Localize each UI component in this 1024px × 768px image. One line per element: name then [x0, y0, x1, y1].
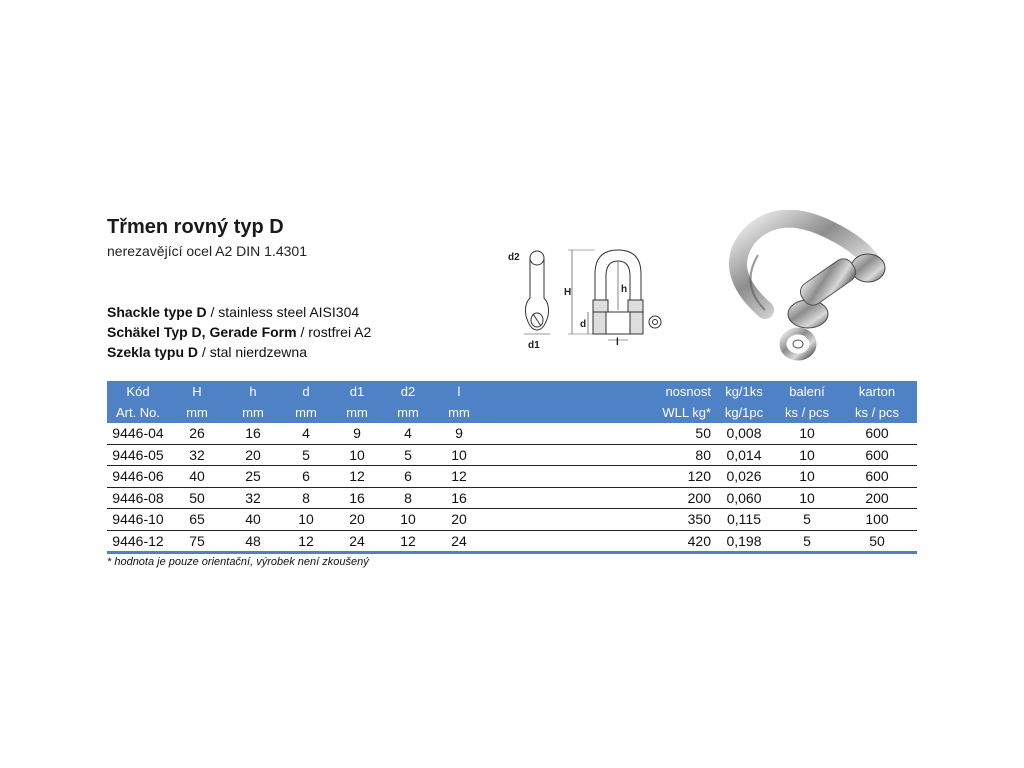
col-unit: mm: [225, 402, 281, 423]
col-header: Kód: [107, 381, 169, 402]
table-cell: 10: [281, 509, 331, 531]
table-cell: 200: [641, 487, 711, 509]
table-cell: 0,198: [711, 530, 777, 553]
table-cell: 5: [777, 509, 837, 531]
col-header: d2: [383, 381, 433, 402]
label-l: l: [616, 337, 619, 348]
table-cell: [485, 509, 641, 531]
table-cell: 80: [641, 444, 711, 466]
table-cell: 65: [169, 509, 225, 531]
table-cell: 5: [777, 530, 837, 553]
table-cell: 9446-06: [107, 466, 169, 488]
col-header: d: [281, 381, 331, 402]
table-cell: 9446-05: [107, 444, 169, 466]
table-cell: 9446-08: [107, 487, 169, 509]
table-cell: 10: [777, 466, 837, 488]
table-row: [107, 487, 917, 509]
col-header: nosnost: [641, 381, 711, 402]
table-cell: 10: [777, 444, 837, 466]
table-cell: 50: [837, 530, 917, 553]
table-cell: 48: [225, 530, 281, 553]
table-cell: 50: [169, 487, 225, 509]
label-h: h: [621, 284, 628, 295]
col-unit: ks / pcs: [837, 402, 917, 423]
table-row: [107, 444, 917, 466]
table-cell: 12: [383, 530, 433, 553]
table-cell: 350: [641, 509, 711, 531]
name-en: Shackle type D / stainless steel AISI304: [107, 304, 360, 320]
product-names: [107, 302, 371, 362]
col-unit: [485, 402, 641, 423]
table-cell: 0,026: [711, 466, 777, 488]
table-cell: 25: [225, 466, 281, 488]
col-unit: ks / pcs: [777, 402, 837, 423]
table-cell: 26: [169, 423, 225, 444]
table-cell: 100: [837, 509, 917, 531]
table-cell: 0,014: [711, 444, 777, 466]
label-H: H: [564, 287, 572, 298]
table-cell: 600: [837, 444, 917, 466]
header-units-row: [107, 402, 917, 423]
table-row: [107, 466, 917, 488]
table-cell: 5: [281, 444, 331, 466]
spec-table: [107, 381, 917, 554]
table-cell: 120: [641, 466, 711, 488]
page-title: Třmen rovný typ D: [107, 216, 284, 238]
table-cell: 0,060: [711, 487, 777, 509]
table-cell: 12: [331, 466, 383, 488]
table-cell: 16: [225, 423, 281, 444]
col-header: l: [433, 381, 485, 402]
table-cell: 12: [281, 530, 331, 553]
table-cell: 10: [433, 444, 485, 466]
col-header: balení: [777, 381, 837, 402]
table-cell: 200: [837, 487, 917, 509]
label-d2: d2: [508, 252, 520, 263]
col-unit: Art. No.: [107, 402, 169, 423]
table-row: [107, 509, 917, 531]
table-cell: 420: [641, 530, 711, 553]
col-header: h: [225, 381, 281, 402]
table-cell: 9: [331, 423, 383, 444]
table-cell: 4: [383, 423, 433, 444]
col-unit: mm: [331, 402, 383, 423]
table-cell: 9446-10: [107, 509, 169, 531]
table-cell: 24: [331, 530, 383, 553]
table-cell: 16: [433, 487, 485, 509]
table-row: [107, 423, 917, 444]
shackle-diagram: [500, 242, 680, 362]
table-cell: [485, 530, 641, 553]
table-cell: 20: [331, 509, 383, 531]
table-cell: 600: [837, 466, 917, 488]
table-cell: [485, 423, 641, 444]
table-cell: 16: [331, 487, 383, 509]
table-cell: [485, 487, 641, 509]
table-row: [107, 530, 917, 553]
name-de: Schäkel Typ D, Gerade Form / rostfrei A2: [107, 324, 372, 340]
table-cell: 8: [281, 487, 331, 509]
table-cell: [485, 444, 641, 466]
table-cell: 20: [225, 444, 281, 466]
table-cell: 10: [777, 423, 837, 444]
name-pl: Szekla typu D / stal nierdzewna: [107, 344, 307, 360]
table-cell: 32: [169, 444, 225, 466]
shackle-photo: [710, 210, 895, 370]
col-unit: kg/1pc: [711, 402, 777, 423]
table-cell: 40: [169, 466, 225, 488]
table-cell: 6: [281, 466, 331, 488]
col-header: [485, 381, 641, 402]
col-header: kg/1ks: [711, 381, 777, 402]
table-cell: [485, 466, 641, 488]
col-unit: mm: [281, 402, 331, 423]
table-cell: 20: [433, 509, 485, 531]
table-cell: 5: [383, 444, 433, 466]
table-cell: 9446-04: [107, 423, 169, 444]
table-cell: 6: [383, 466, 433, 488]
material-subtitle: nerezavějící ocel A2 DIN 1.4301: [107, 243, 308, 259]
table-cell: 75: [169, 530, 225, 553]
table-cell: 50: [641, 423, 711, 444]
col-header: H: [169, 381, 225, 402]
table-cell: 4: [281, 423, 331, 444]
table-cell: 24: [433, 530, 485, 553]
col-unit: mm: [169, 402, 225, 423]
col-unit: mm: [383, 402, 433, 423]
col-header: d1: [331, 381, 383, 402]
table-cell: 12: [433, 466, 485, 488]
col-unit: WLL kg*: [641, 402, 711, 423]
table-cell: 0,008: [711, 423, 777, 444]
table-cell: 32: [225, 487, 281, 509]
label-d: d: [580, 319, 587, 330]
header-row: [107, 381, 917, 402]
label-d1: d1: [528, 340, 540, 351]
table-cell: 10: [777, 487, 837, 509]
footnote: * hodnota je pouze orientační, výrobek není zkoušený: [107, 556, 369, 568]
table-cell: 10: [331, 444, 383, 466]
col-unit: mm: [433, 402, 485, 423]
table-cell: 0,115: [711, 509, 777, 531]
table-cell: 10: [383, 509, 433, 531]
table-cell: 8: [383, 487, 433, 509]
col-header: karton: [837, 381, 917, 402]
table-cell: 40: [225, 509, 281, 531]
table-cell: 9: [433, 423, 485, 444]
table-cell: 600: [837, 423, 917, 444]
table-cell: 9446-12: [107, 530, 169, 553]
